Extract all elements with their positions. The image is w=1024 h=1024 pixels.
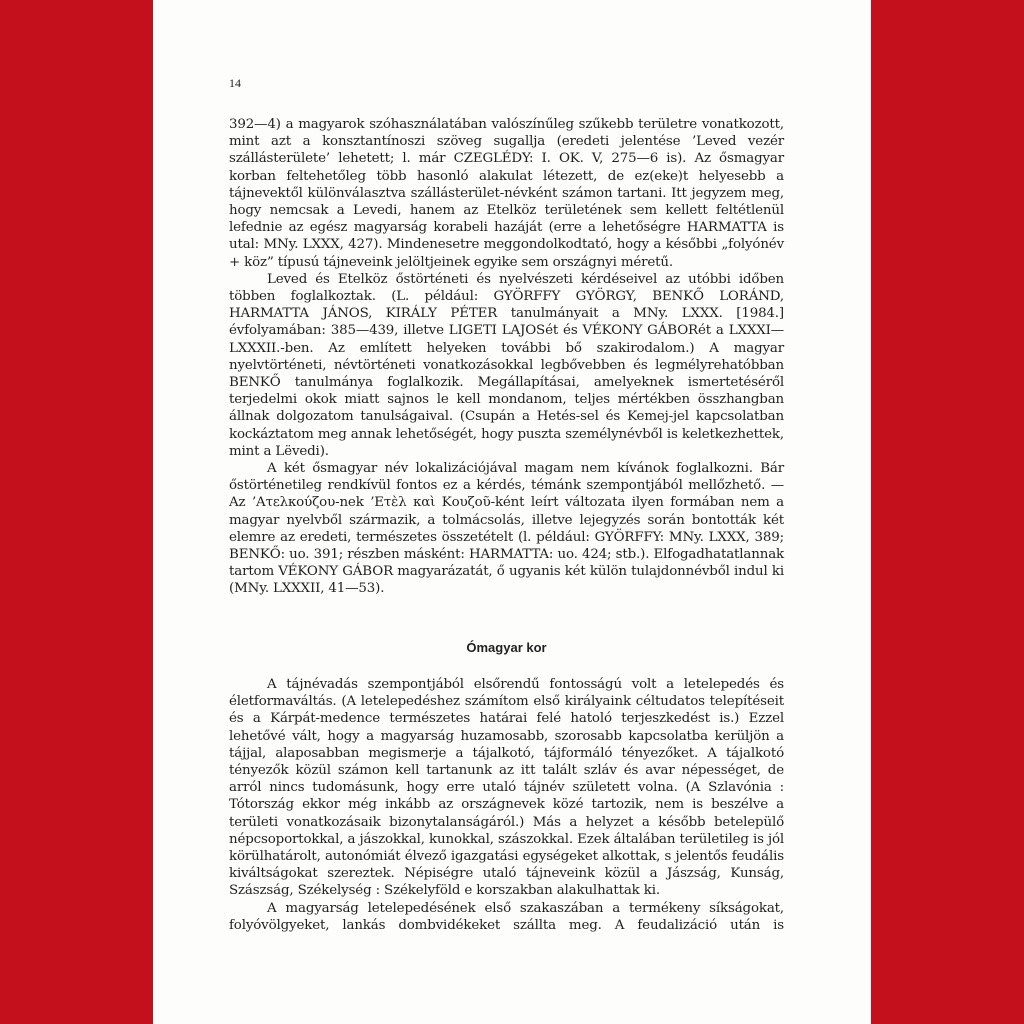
text-block-top — [229, 116, 784, 598]
paragraph: A két ősmagyar név lokalizációjával magam nem kívánok foglalkozni. Bár őstörténetileg rendkívül fontos ez a kérdés, témánk szempontjából mellőzhető. — Az ’Ατελκούζου-nek ’Ετὲλ καὶ Κουζοῦ-ként leírt változata ilyen formában nem a magyar nyelvből származik, a tolmácsolás, illetve lejegyzés során bontották két elemre az eredeti, természetes összetételt (l. például: GYÖRFFY: MNy. LXXX, 389; BENKŐ: uo. 391; részben másként: HARMATTA: uo. 424; stb.). Elfogadhatatlannak tartom VÉKONY GÁBOR magyarázatát, ő ugyanis két külön tulajdonnévből indul ki (MNy. LXXXII, 41—53). — [229, 461, 784, 597]
text-block-bottom — [229, 676, 784, 934]
paragraph: A tájnévadás szempontjából elsőrendű fontosságú volt a letelepedés és életformaváltás. (A letelepedéshez számítom első királyaink céltudatos telepítéseit és a Kárpát-medence természetes határai felé hatoló terjeszkedést is.) Ezzel lehetővé vált, hogy a magyarság huzamosabb, szorosabb kapcsolatba kerüljön a tájjal, alaposabban megismerje a tájalkotó, tájformáló tényezőket. A tájalkotó tényezők közül számon kell tartanunk az itt talált szláv és avar népességet, de arról nincs tudomásunk, hogy erre utaló tájnév született volna. (A Szlavónia : Tótország ekkor még inkább az országnevek közé tartozik, nem is beszélve a területi vonatkozásaik bizonytalanságáról.) Más a helyzet a később betelepülő népcsoportokkal, a jászokkal, kunokkal, szászokkal. Ezek általában területileg is jól körülhatárolt, autonómiát élvező igazgatási egységeket alkottak, s jelentős feudális kiváltságokat szereztek. Népiségre utaló tájneveink közül a Jászság, Kunság, Szászság, Székelység : Székelyföld e korszakban alakulhattak ki. — [229, 677, 784, 899]
paragraph: Leved és Etelköz őstörténeti és nyelvészeti kérdéseivel az utóbbi időben többen foglalkoztak. (L. például: GYÖRFFY GYÖRGY, BENKŐ LORÁND, HARMATTA JÁNOS, KIRÁLY PÉTER tanulmányait a MNy. LXXX. [1984.] évfolyamában: 385—439, illetve LIGETI LAJOSét és VÉKONY GÁBORét a LXXXI—LXXXII.-ben. Az említett helyeken további bő szakirodalom.) A magyar nyelvtörténeti, névtörténeti vonatkozásokkal legbővebben és legmélyrehatóbban BENKŐ tanulmánya foglalkozik. Megállapításai, amelyeknek ismertetéséről terjedelmi okok miatt sajnos le kell mondanom, teljes mértékben összhangban állnak dolgozatom tanulságaival. (Csupán a Hetés-sel és Kemej-jel kapcsolatban kockáztatom meg annak lehetőségét, hogy puszta személynévből is keletkezhettek, mint a Lëvedi). — [229, 271, 784, 459]
document-page — [153, 0, 871, 1024]
page-number: 14 — [229, 76, 241, 90]
paragraph: A magyarság letelepedésének első szakaszában a termékeny síkságokat, folyóvölgyeket, lankás dombvidékeket szállta meg. A feudalizáció után is — [229, 900, 784, 933]
paragraph: 392—4) a magyarok szóhasználatában valószínűleg szűkebb területre vonatkozott, mint azt a konsztantínoszi szöveg sugallja (eredeti jelentése ’Leved vezér szállásterülete’ lehetett; l. már CZEGLÉDY: I. OK. V, 275—6 is). Az ősmagyar korban feltehetőleg több hasonló alakulat létezett, de ez(eke)t helyesebb a tájnevektől különválasztva szállásterület-névként számon tartani. Itt jegyzem meg, hogy nemcsak a Levedi, hanem az Etelköz területének sem kellett feltétlenül lefednie az egész magyarság korabeli hazáját (erre a lehetőségre HARMATTA is utal: MNy. LXXX, 427). Mindenesetre meggondolkodtató, hogy a későbbi „folyónév + köz” típusú tájneveink jelöltjeinek egyike sem országnyi méretű. — [229, 117, 784, 270]
section-heading: Ómagyar kor — [466, 640, 547, 655]
